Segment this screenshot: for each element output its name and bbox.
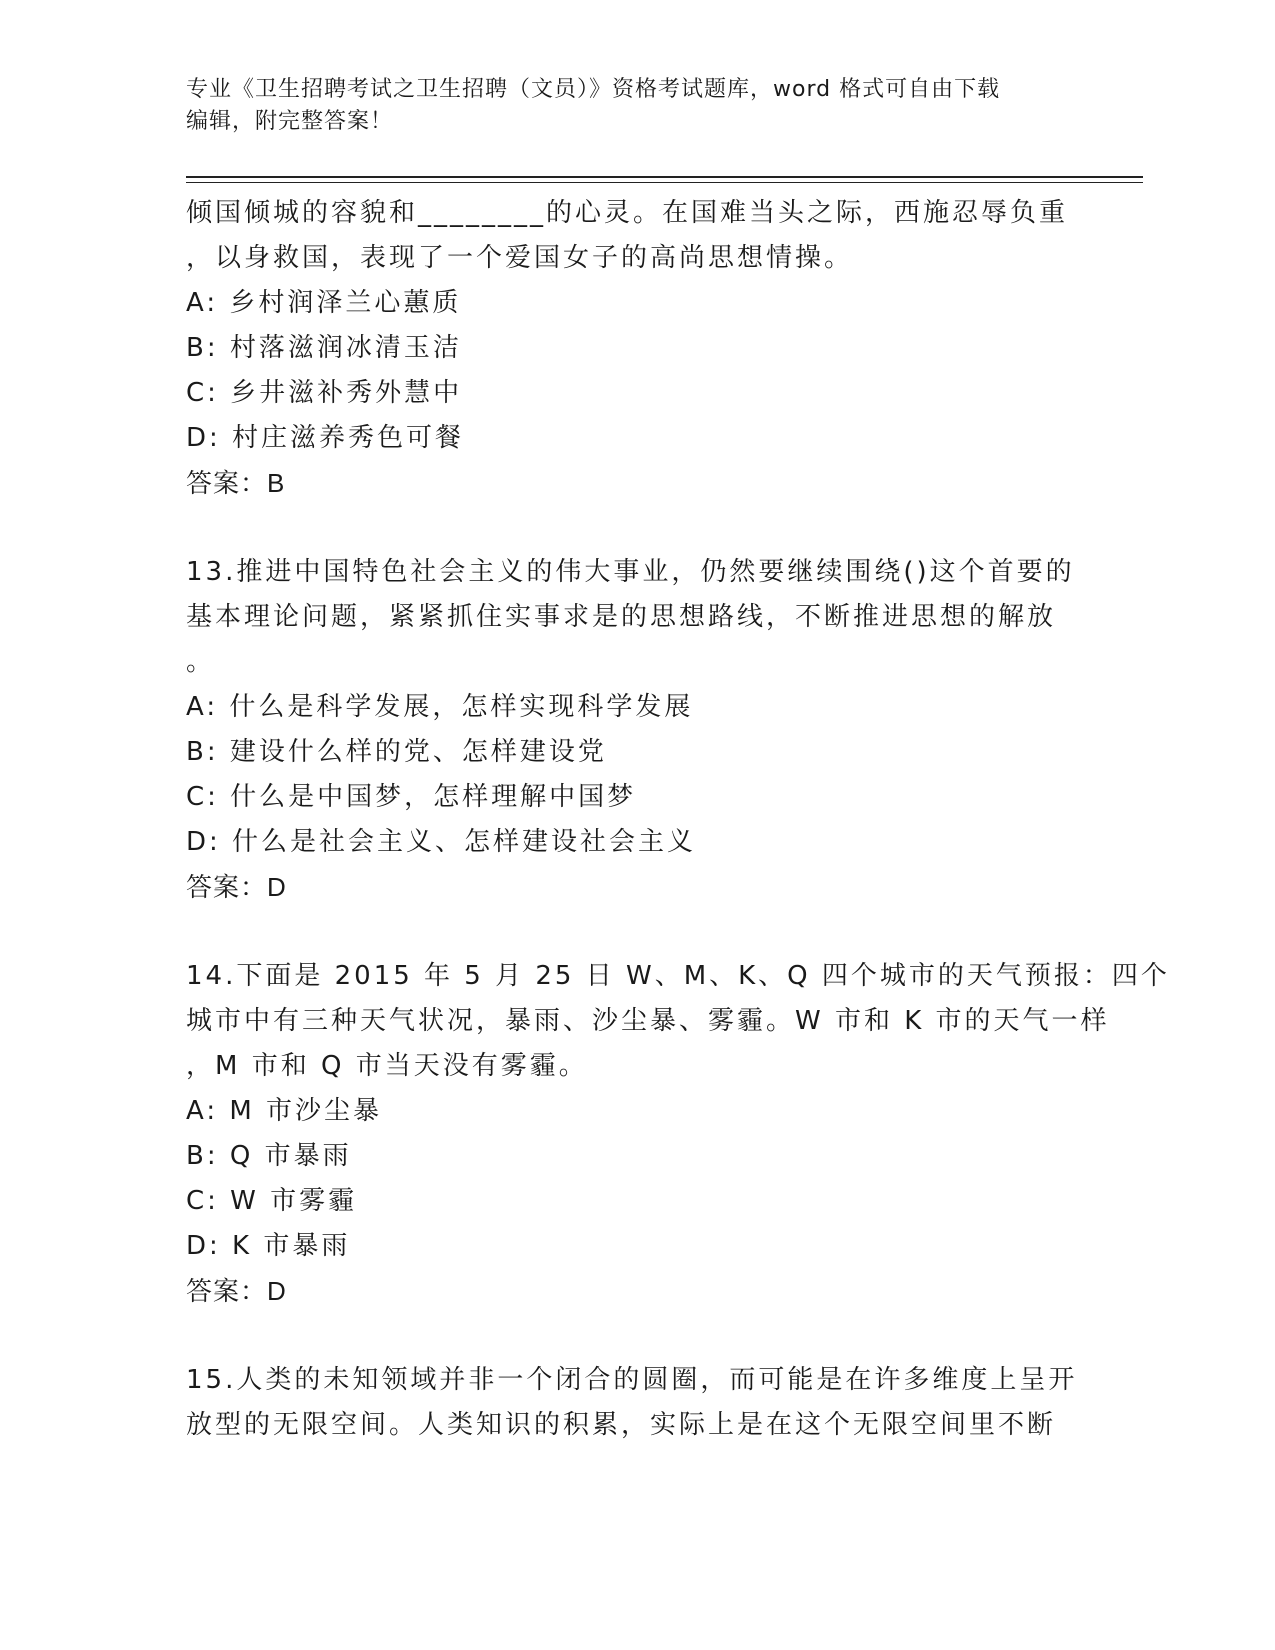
option-a: A: 什么是科学发展，怎样实现科学发展 (186, 692, 694, 722)
question-text-line: ，M 市和 Q 市当天没有雾霾。 (186, 1051, 588, 1081)
option-b: B: 建设什么样的党、怎样建设党 (186, 737, 607, 767)
option-a: A: M 市沙尘暴 (186, 1096, 383, 1126)
question-13 (186, 550, 1086, 910)
option-d: D: 村庄滋养秀色可餐 (186, 423, 465, 453)
question-text-line: 城市中有三种天气状况，暴雨、沙尘暴、雾霾。W 市和 K 市的天气一样 (186, 1006, 1110, 1036)
question-12 (186, 191, 1086, 506)
question-content (186, 191, 1170, 1448)
question-text-line: 基本理论问题，紧紧抓住实事求是的思想路线，不断推进思想的解放 (186, 602, 1057, 632)
question-text-line: 放型的无限空间。人类知识的积累，实际上是在这个无限空间里不断 (186, 1410, 1057, 1440)
option-a: A: 乡村润泽兰心蕙质 (186, 288, 462, 318)
document-header (186, 74, 1066, 138)
question-15 (186, 1358, 1086, 1448)
option-d: D: K 市暴雨 (186, 1231, 351, 1261)
option-c: C: 什么是中国梦，怎样理解中国梦 (186, 782, 637, 812)
option-c: C: W 市雾霾 (186, 1186, 358, 1216)
header-divider-thick (186, 176, 1143, 178)
answer-line: 答案：D (186, 872, 287, 902)
question-text-line: 。 (186, 647, 216, 677)
question-text-line: 13.推进中国特色社会主义的伟大事业，仍然要继续围绕()这个首要的 (186, 557, 1075, 587)
option-b: B: Q 市暴雨 (186, 1141, 352, 1171)
question-text-line: 倾国倾城的容貌和________的心灵。在国难当头之际，西施忍辱负重 (186, 198, 1069, 228)
question-text-line: 15.人类的未知领域并非一个闭合的圆圈，而可能是在许多维度上呈开 (186, 1365, 1078, 1395)
question-14 (186, 954, 1170, 1314)
header-line-1: 专业《卫生招聘考试之卫生招聘（文员）》资格考试题库，word 格式可自由下载 (186, 77, 1001, 102)
header-divider-thin (186, 182, 1143, 183)
option-c: C: 乡井滋补秀外慧中 (186, 378, 463, 408)
option-d: D: 什么是社会主义、怎样建设社会主义 (186, 827, 697, 857)
answer-line: 答案：D (186, 1276, 287, 1306)
header-line-2: 编辑，附完整答案！ (186, 109, 394, 134)
answer-line: 答案：B (186, 468, 286, 498)
question-text-line: ，以身救国，表现了一个爱国女子的高尚思想情操。 (186, 243, 854, 273)
question-text-line: 14.下面是 2015 年 5 月 25 日 W、M、K、Q 四个城市的天气预报：四个 (186, 961, 1170, 991)
option-b: B: 村落滋润冰清玉洁 (186, 333, 462, 363)
